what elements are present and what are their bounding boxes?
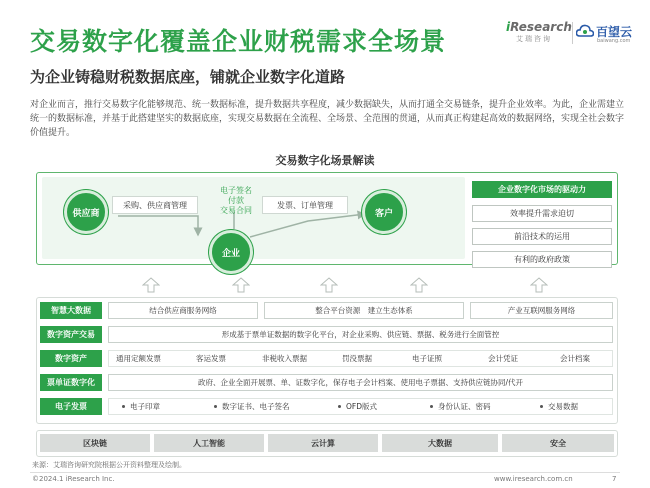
middle-services: 电子签名 付款 交易合同 bbox=[220, 186, 252, 215]
row-cell: OFD版式 bbox=[338, 398, 377, 415]
driver-item: 前沿技术的运用 bbox=[472, 228, 612, 245]
row-cell: 交易数据 bbox=[540, 398, 578, 415]
drivers-title: 企业数字化市场的驱动力 bbox=[472, 181, 612, 198]
up-arrow-icon bbox=[142, 277, 160, 293]
page-title: 交易数字化覆盖企业财税需求全场景 bbox=[30, 27, 447, 56]
footer-divider bbox=[30, 472, 620, 473]
row-cell: 政府、企业全面开展票、单、证数字化，保存电子会计档案、使用电子票据、支持供应链协同/代开 bbox=[108, 374, 613, 391]
procurement-flow: 采购、供应商管理 bbox=[112, 196, 198, 214]
row-cell: 数字证书、电子签名 bbox=[214, 398, 290, 415]
up-arrow-icon bbox=[410, 277, 428, 293]
tech-block: 云计算 bbox=[268, 434, 378, 452]
enterprise-node: 企业 bbox=[209, 230, 253, 274]
row-cell: 客运发票 bbox=[196, 354, 226, 363]
invoice-flow: 发票、订单管理 bbox=[262, 196, 348, 214]
row-cell: 非税收入票据 bbox=[262, 354, 307, 363]
row-label: 数字资产交易 bbox=[40, 326, 102, 343]
row-cell: 会计凭证 bbox=[488, 354, 518, 363]
intro-paragraph: 对企业而言，推行交易数字化能够规范、统一数据标准，提升数据共享程度，减少数据缺失，从而打通全交易链条，提升企业效率。为此，企业需建立统一的数据标准，并基于此搭建坚实的数据底座，实现交易数据在全流程、全场景、全范围的贯通，从而真正构建起高效的数据网络，实现全社会数字价值提升。 bbox=[30, 100, 625, 138]
row-cell: 形成基于票单证数据的数字化平台，对企业采购、供应链、票据、税务进行全面管控 bbox=[108, 326, 613, 343]
row-cell: 电子印章 bbox=[122, 398, 160, 415]
up-arrow-icon bbox=[320, 277, 338, 293]
page-subtitle: 为企业铸稳财税数据底座，铺就企业数字化道路 bbox=[30, 68, 346, 86]
row-cell: 罚没票据 bbox=[342, 354, 372, 363]
tech-block: 大数据 bbox=[382, 434, 498, 452]
source-note: 来源：艾瑞咨询研究院根据公开资料整理及绘制。 bbox=[32, 461, 186, 469]
row-cell: 身份认证、密码 bbox=[430, 398, 491, 415]
iresearch-logo: iResearch 艾瑞咨询 bbox=[506, 20, 572, 43]
up-arrow-icon bbox=[232, 277, 250, 293]
driver-item: 效率提升需求迫切 bbox=[472, 205, 612, 222]
driver-item: 有利的政府政策 bbox=[472, 251, 612, 268]
copyright: ©2024.1 iResearch Inc. bbox=[32, 475, 115, 483]
customer-node: 客户 bbox=[362, 190, 406, 234]
row-label: 电子发票 bbox=[40, 398, 102, 415]
row-cell: 会计档案 bbox=[560, 354, 590, 363]
website-link[interactable]: www.iresearch.com.cn bbox=[494, 475, 573, 483]
row-cell: 结合供应商服务网络 bbox=[108, 302, 258, 319]
page-number: 7 bbox=[612, 475, 617, 483]
tech-block: 安全 bbox=[502, 434, 614, 452]
row-cell: 电子证照 bbox=[412, 354, 442, 363]
baiwang-logo: 百望云 baiwang.com bbox=[576, 20, 646, 50]
tech-block: 人工智能 bbox=[154, 434, 264, 452]
tech-block: 区块链 bbox=[40, 434, 150, 452]
up-arrow-icon bbox=[530, 277, 548, 293]
row-label: 智慧大数据 bbox=[40, 302, 102, 319]
row-label: 数字资产 bbox=[40, 350, 102, 367]
row-cell: 通用定额发票 bbox=[116, 354, 161, 363]
row-label: 票单证数字化 bbox=[40, 374, 102, 391]
row-cell: 整合平台资源 建立生态体系 bbox=[264, 302, 464, 319]
supplier-node: 供应商 bbox=[64, 190, 108, 234]
diagram-title: 交易数字化场景解读 bbox=[275, 154, 375, 167]
row-cell: 产业互联网服务网络 bbox=[470, 302, 613, 319]
